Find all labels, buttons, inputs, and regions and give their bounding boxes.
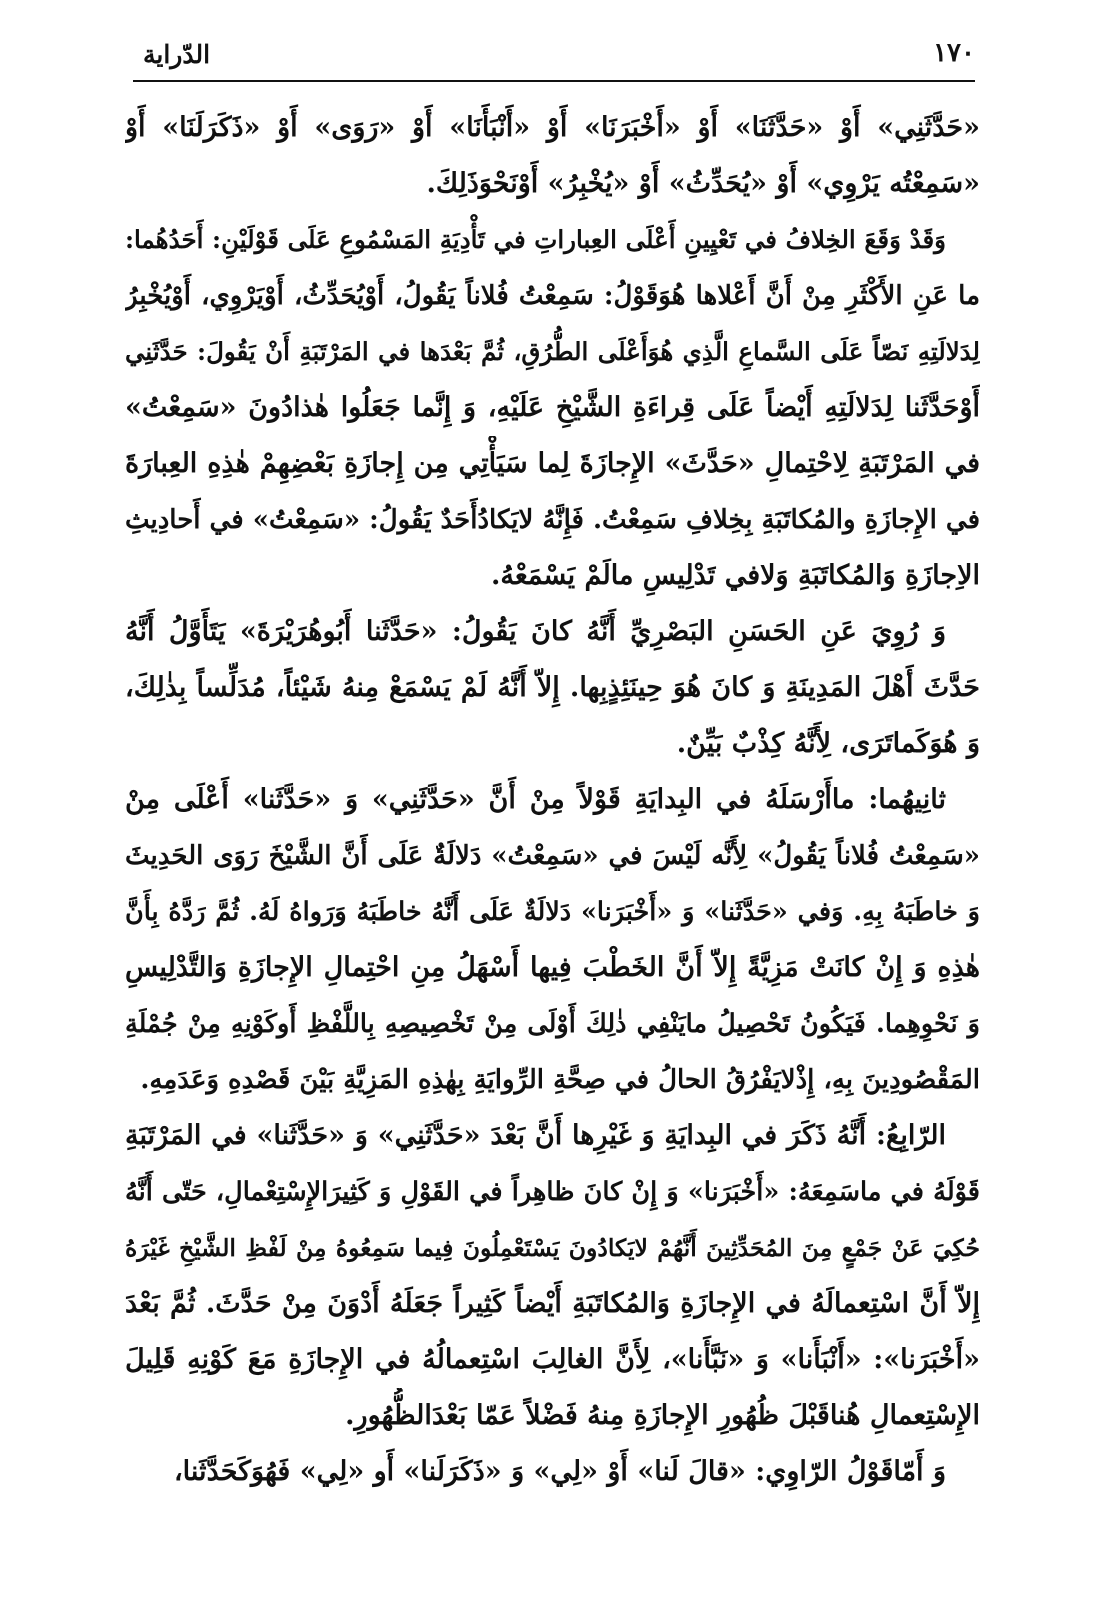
text-line: هٰذِهِ وَ إِنْ كانَتْ مَزِيَّةً إِلاّ أَنَّ الخَطْبَ فِيها أَسْهَلُ مِنِ احْتِمالِ الإِجازَةِ وَالتَّدْلِيسِ (125, 952, 980, 983)
text-line: في المَرْتَبَةِ لِاحْتِمالِ «حَدَّثَ» الإِجازَةَ لِما سَيَأْتِي مِن إِجازَةِ بَعْضِهِمْ هٰذِهِ العِبارَةَ (125, 448, 980, 479)
text-line: «سَمِعْتُه يَرْوِي» أَوْ «يُحَدِّثُ» أَوْ «يُخْبِرُ» أَوْنَحْوَذَلِكَ. (426, 168, 980, 199)
text-line: المَقْصُودِينَ بِهِ، إِذْلايَفْرُقُ الحالُ في صِحَّةِ الرِّوايَةِ بِهٰذِهِ المَزِيَّةِ بَيْنَ قَصْدِهِ وَعَدَمِهِ. (140, 1065, 980, 1095)
header-divider (133, 80, 975, 82)
text-line: «سَمِعْتُ فُلاناً يَقُولُ» لِأَنَّه لَيْسَ في «سَمِعْتُ» دَلالَةٌ عَلَى أَنَّ الشَّيْخَ رَوَى الحَدِيثَ (125, 841, 980, 871)
text-line: وَ نَحْوِهِما. فَيَكُونُ تَحْصِيلُ مايَنْفِي ذٰلِكَ أَوْلَى مِنْ تَخْصِيصِهِ بِاللَّفْظِ أَوكَوْنِهِ مِنْ جُمْلَةِ (125, 1009, 980, 1039)
running-title: الدّراية (143, 40, 211, 69)
body-text (125, 100, 980, 1500)
text-line: ما عَنِ الأَكْثَرِ مِنْ أَنَّ أَعْلاها هُوَقَوْلُ: سَمِعْتُ فُلاناً يَقُولُ، أَوْيُحَدِّثُ، أَوْيَرْوِي، أَوْيُخْبِرُ (125, 281, 980, 311)
text-line: لِدَلالَتِهِ نَصّاً عَلَى السَّماعِ الَّذِي هُوَأَعْلَى الطُّرُقِ، ثُمَّ بَعْدَها في المَرْتَبَةِ أَنْ يَقُولَ: حَدَّثَنِي (125, 337, 980, 366)
text-line: حُكِيَ عَنْ جَمْعٍ مِنَ المُحَدِّثِينَ أَنَّهُمْ لايَكادُونَ يَسْتَعْمِلُونَ فِيما سَمِعُوهُ مِنْ لَفْظِ الشَّيْخِ غَيْرَهُ (125, 1234, 980, 1262)
text-line: ثانِيهُما: ماأَرْسَلَهُ في البِدايَةِ قَوْلاً مِنْ أَنَّ «حَدَّثَنِي» وَ «حَدَّثَنا» أَعْلَى مِنْ (125, 784, 946, 815)
text-line: إِلاّ أَنَّ اسْتِعمالَهُ في الإِجازَةِ وَالمُكاتَبَةِ أَيْضاً كَثِيراً جَعَلَهُ أَدْوَنَ مِنْ حَدَّثَ. ثُمَّ بَعْدَ (125, 1288, 980, 1319)
page-number: ١٧٠ (933, 38, 975, 68)
text-line: الإِسْتِعمالِ هُناقَبْلَ ظُهُورِ الإِجازَةِ مِنهُ فَضْلاً عَمّا بَعْدَالظُّهُورِ. (345, 1400, 980, 1431)
text-line: أَوْحَدَّثَنا لِدَلالَتِهِ أَيْضاً عَلَى قِراءَةِ الشَّيْخِ عَلَيْهِ، وَ إِنَّما جَعَلُوا هٰذادُونَ «سَمِعْتُ» (125, 392, 980, 423)
text-line: وَ أَمّاقَوْلُ الرّاوِي: «قالَ لَنا» أَوْ «لِي» وَ «ذَكَرَلَنا» أَو «لِي» فَهُوَكَحَدَّثَنا، (173, 1456, 946, 1487)
text-line: «حَدَّثَنِي» أَوْ «حَدَّثَنَا» أَوْ «أَخْبَرَنَا» أَوْ «أَنْبَأَنَا» أَوْ «رَوَى» أَوْ «ذَكَرَلَنَا» أَوْ (125, 112, 980, 143)
text-line: الاِجازَةِ وَالمُكاتَبَةِ وَلافي تَدْلِيسِ مالَمْ يَسْمَعْهُ. (491, 560, 980, 591)
text-line: وَ خاطَبَهُ بِهِ. وَفي «حَدَّثَنا» وَ «أَخْبَرَنا» دَلالَةٌ عَلَى أَنَّهُ خاطَبَهُ وَرَواهُ لَهُ. ثُمَّ رَدَّهُ بِأَنَّ (125, 897, 980, 927)
text-line: وَ رُوِيَ عَنِ الحَسَنِ البَصْرِيِّ أَنَّهُ كانَ يَقُولُ: «حَدَّثَنا أَبُوهُرَيْرَةَ» يَتَأَوَّلُ أَنَّهُ (125, 616, 946, 647)
text-line: قَوْلَهُ في ماسَمِعَهُ: «أَخْبَرَنا» وَ إِنْ كانَ ظاهِراً في القَوْلِ وَ كَثِيرَالإِسْتِعْمالِ، حَتّى أَنَّهُ (125, 1177, 980, 1207)
text-line: في الإِجازَةِ والمُكاتَبَةِ بِخِلافِ سَمِعْتُ. فَإِنَّهُ لايَكادُأَحَدٌ يَقُولُ: «سَمِعْتُ» في أَحادِيثِ (125, 505, 980, 535)
text-line: وَقَدْ وَقَعَ الخِلافُ في تَعْيِينِ أَعْلَى العِباراتِ في تَأْدِيَةِ المَسْمُوعِ عَلَى قَوْلَيْنِ: أَحَدُهُما: (125, 225, 946, 254)
page-header (133, 36, 975, 80)
text-line: وَ هُوَكَماتَرَى، لِأَنَّهُ كِذْبٌ بَيِّنٌ. (676, 728, 980, 759)
text-line: حَدَّثَ أَهْلَ المَدِينَةِ وَ كانَ هُوَ حِينَئِذٍبِها. إِلاّ أَنَّهُ لَمْ يَسْمَعْ مِنهُ شَيْئاً، مُدَلِّساً بِذٰلِكَ، (125, 672, 980, 703)
text-line: الرّابِعُ: أَنَّهُ ذَكَرَ في البِدايَةِ وَ غَيْرِها أَنَّ بَعْدَ «حَدَّثَنِي» وَ «حَدَّثَنا» في المَرْتَبَةِ (125, 1120, 946, 1151)
text-line: «أَخْبَرَنا»: «أَنْبَأَنا» وَ «نَبَّأَنا»، لِأَنَّ الغالِبَ اسْتِعمالُهُ في الإِجازَةِ مَعَ كَوْنِهِ قَلِيلَ (125, 1344, 980, 1375)
